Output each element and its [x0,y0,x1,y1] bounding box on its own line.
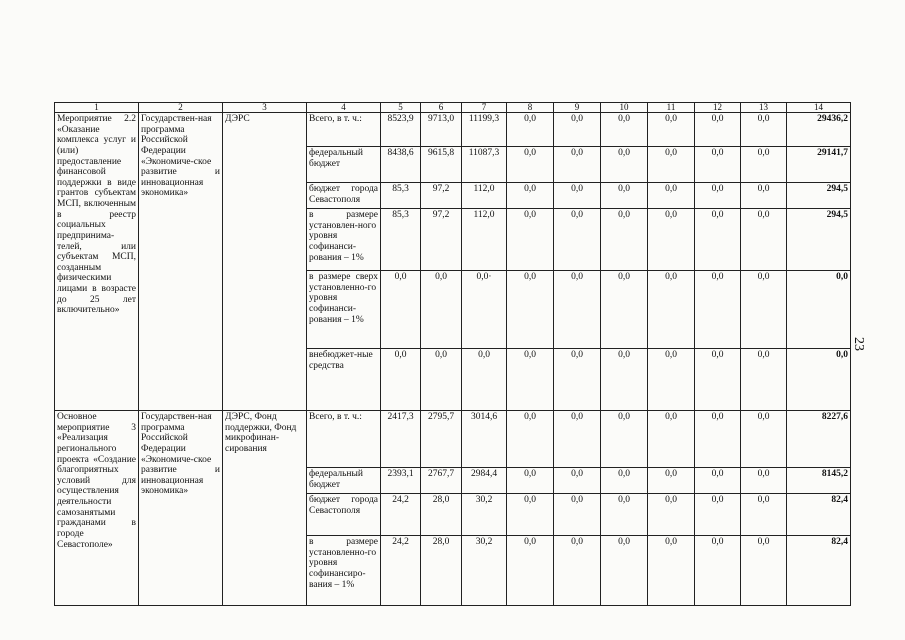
value-cell: 2417,3 [381,411,421,468]
total-cell: 8227,6 [787,411,851,468]
value-cell: 0,0 [507,536,554,606]
value-cell: 97,2 [421,183,462,209]
value-cell: 0,0 [648,113,695,147]
funding-source-cell: Всего, в т. ч.: [307,411,381,468]
total-cell: 0,0 [787,271,851,349]
value-cell: 24,2 [381,494,421,536]
value-cell: 0,0 [507,411,554,468]
funding-source-cell: Всего, в т. ч.: [307,113,381,147]
value-cell: 0,0 [421,271,462,349]
value-cell: 0,0 [695,209,741,271]
value-cell: 0,0 [695,494,741,536]
value-cell: 0,0 [695,411,741,468]
value-cell: 30,2 [462,536,507,606]
value-cell: 0,0 [554,183,601,209]
activity-cell: Мероприятие 2.2 «Оказание комплекса услуг и (или) предоставление финансовой поддержки в виде грантов субъектам МСП, включенным в реестр социальных предпринима-телей, или субъектам МСП, созданным физическими лицами в возрасте до 25 лет включительно» [55,113,139,411]
funding-source-cell: федеральный бюджет [307,147,381,183]
table-row [55,113,851,147]
value-cell: 85,3 [381,183,421,209]
value-cell: 0,0 [695,147,741,183]
value-cell: 0,0 [695,349,741,411]
column-header: 4 [307,103,381,113]
column-header: 11 [648,103,695,113]
value-cell: 0,0 [695,468,741,494]
value-cell: 0,0 [462,349,507,411]
value-cell: 2393,1 [381,468,421,494]
column-header: 13 [741,103,787,113]
value-cell: 0,0 [601,468,648,494]
table-row [55,411,851,468]
value-cell: 0,0 [741,536,787,606]
value-cell: 2795,7 [421,411,462,468]
value-cell: 0,0 [601,271,648,349]
value-cell: 0,0 [601,147,648,183]
total-cell: 294,5 [787,209,851,271]
value-cell: 0,0 [648,209,695,271]
value-cell: 0,0 [741,113,787,147]
column-header: 10 [601,103,648,113]
value-cell: 0,0 [507,349,554,411]
value-cell: 0,0 [507,183,554,209]
funding-source-cell: бюджет города Севастополя [307,183,381,209]
value-cell: 8523,9 [381,113,421,147]
value-cell: 0,0 [601,183,648,209]
funding-source-cell: в размере сверх установленно-го уровня софинанси-рования – 1% [307,271,381,349]
column-header: 14 [787,103,851,113]
value-cell: 0,0 [554,209,601,271]
funding-source-cell: бюджет города Севастополя [307,494,381,536]
value-cell: 0,0 [601,209,648,271]
value-cell: 112,0 [462,183,507,209]
value-cell: 0,0 [741,209,787,271]
column-header: 5 [381,103,421,113]
column-header: 1 [55,103,139,113]
column-header: 7 [462,103,507,113]
executor-cell: ДЭРС [223,113,307,411]
program-cell: Государствен-ная программа Российской Федерации «Экономиче-ское развитие и инновационная экономика» [139,411,223,606]
value-cell: 0,0 [554,113,601,147]
value-cell: 0,0 [554,468,601,494]
value-cell: 0,0 [421,349,462,411]
value-cell: 0,0 [601,113,648,147]
value-cell: 0,0 [741,183,787,209]
value-cell: 9713,0 [421,113,462,147]
value-cell: 0,0 [554,411,601,468]
value-cell: 0,0 [648,183,695,209]
value-cell: 0,0 [507,494,554,536]
total-cell: 8145,2 [787,468,851,494]
header-row [55,103,851,113]
value-cell: 3014,6 [462,411,507,468]
value-cell: 0,0 [554,349,601,411]
value-cell: 0,0 [601,494,648,536]
value-cell: 0,0 [507,113,554,147]
activity-block-3 [55,411,851,606]
value-cell: 0,0 [741,411,787,468]
value-cell: 112,0 [462,209,507,271]
value-cell: 9615,8 [421,147,462,183]
value-cell: 0,0 [601,536,648,606]
value-cell: 30,2 [462,494,507,536]
value-cell: 0,0 [507,147,554,183]
page-number: 23 [851,337,866,351]
value-cell: 24,2 [381,536,421,606]
value-cell: 0,0 [648,494,695,536]
total-cell: 82,4 [787,536,851,606]
value-cell: 0,0 [695,113,741,147]
funding-source-cell: федеральный бюджет [307,468,381,494]
value-cell: 0,0 [741,468,787,494]
total-cell: 0,0 [787,349,851,411]
value-cell: 0,0 [695,183,741,209]
value-cell: 0,0 [695,536,741,606]
value-cell: 0,0 [381,271,421,349]
value-cell: 28,0 [421,536,462,606]
value-cell: 11087,3 [462,147,507,183]
value-cell: 0,0 [648,468,695,494]
column-header: 9 [554,103,601,113]
value-cell: 0,0 [554,536,601,606]
column-header: 8 [507,103,554,113]
value-cell: 0,0 [648,536,695,606]
value-cell: 0,0 [507,271,554,349]
value-cell: 0,0 [554,147,601,183]
value-cell: 0,0 [601,411,648,468]
value-cell: 0,0· [462,271,507,349]
value-cell: 2767,7 [421,468,462,494]
total-cell: 29141,7 [787,147,851,183]
value-cell: 0,0 [741,349,787,411]
value-cell: 28,0 [421,494,462,536]
funding-source-cell: в размере установленно-го уровня софинансиро-вания – 1% [307,536,381,606]
value-cell: 0,0 [601,349,648,411]
activity-block-2-2 [55,113,851,411]
column-header: 12 [695,103,741,113]
total-cell: 82,4 [787,494,851,536]
executor-cell: ДЭРС, Фонд поддержки, Фонд микрофинан-сирования [223,411,307,606]
budget-table [54,102,851,606]
funding-source-cell: внебюджет-ные средства [307,349,381,411]
value-cell: 0,0 [695,271,741,349]
column-header: 3 [223,103,307,113]
value-cell: 11199,3 [462,113,507,147]
total-cell: 294,5 [787,183,851,209]
value-cell: 0,0 [741,147,787,183]
column-header: 2 [139,103,223,113]
value-cell: 0,0 [741,271,787,349]
value-cell: 97,2 [421,209,462,271]
column-header: 6 [421,103,462,113]
value-cell: 85,3 [381,209,421,271]
value-cell: 8438,6 [381,147,421,183]
value-cell: 0,0 [648,411,695,468]
funding-source-cell: в размере установлен-ного уровня софинанси-рования – 1% [307,209,381,271]
value-cell: 0,0 [741,494,787,536]
activity-cell: Основное мероприятие 3 «Реализация регионального проекта «Создание благоприятных условий для осуществления деятельности самозанятыми гражданами в городе Севастополе» [55,411,139,606]
value-cell: 0,0 [648,147,695,183]
value-cell: 0,0 [381,349,421,411]
value-cell: 0,0 [507,209,554,271]
value-cell: 0,0 [648,349,695,411]
value-cell: 2984,4 [462,468,507,494]
value-cell: 0,0 [507,468,554,494]
value-cell: 0,0 [554,494,601,536]
value-cell: 0,0 [648,271,695,349]
program-cell: Государствен-ная программа Российской Федерации «Экономиче-ское развитие и инновационная экономика» [139,113,223,411]
total-cell: 29436,2 [787,113,851,147]
value-cell: 0,0 [554,271,601,349]
